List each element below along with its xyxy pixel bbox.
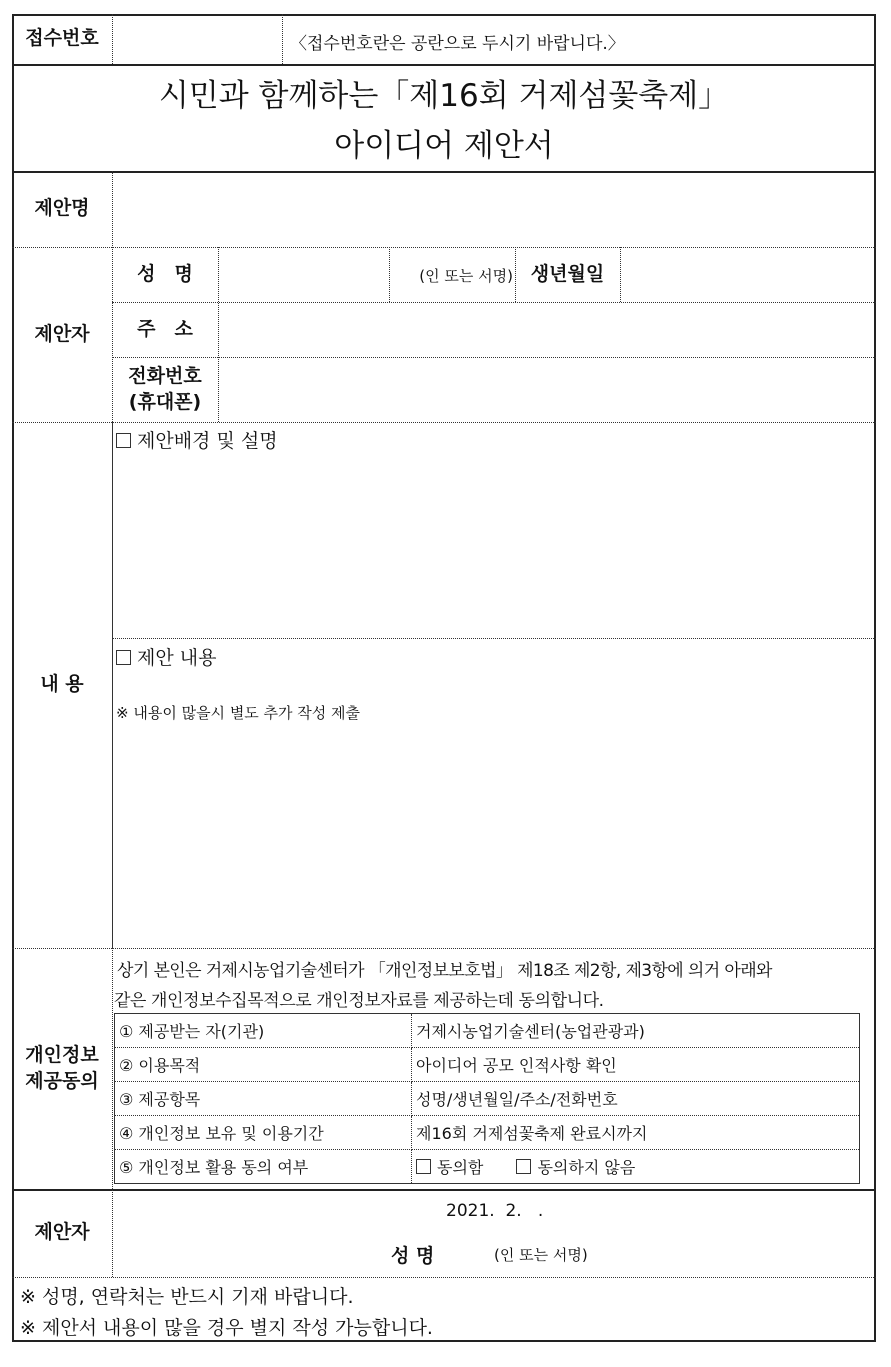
name-field[interactable] [220, 249, 388, 301]
agree-label: 동의함 [437, 1158, 484, 1177]
privacy-item: ④ 개인정보 보유 및 이용기간 [115, 1116, 412, 1150]
footer-note-2: ※ 제안서 내용이 많을 경우 별지 작성 가능합니다. [20, 1317, 433, 1339]
disagree-label: 동의하지 않음 [537, 1158, 636, 1177]
privacy-value: 성명/생년월일/주소/전화번호 [412, 1082, 860, 1116]
rule-content-split [112, 638, 876, 639]
rule-after-receipt [12, 64, 876, 66]
proposal-section-title [116, 643, 216, 670]
phone-label-line-1: 전화번호 [128, 364, 202, 387]
phone-label-line-2: (휴대폰) [128, 390, 202, 413]
table-row [115, 1048, 860, 1082]
background-section-title-text: 제안배경 및 설명 [137, 430, 278, 452]
divider-birth-value [620, 247, 621, 302]
receipt-number-field[interactable] [113, 15, 281, 63]
table-row [115, 1082, 860, 1116]
privacy-value: 제16회 거제섬꽃축제 완료시까지 [412, 1116, 860, 1150]
divider-proposer-sublabels [218, 247, 219, 422]
disagree-option[interactable] [516, 1158, 635, 1177]
proposal-section-title-text: 제안 내용 [137, 647, 217, 669]
agree-option[interactable] [416, 1158, 483, 1177]
table-row [115, 1116, 860, 1150]
rule-after-content [12, 948, 876, 949]
address-field[interactable] [220, 304, 874, 356]
rule-after-name-row [112, 302, 876, 303]
checkbox-icon [116, 433, 131, 448]
signature-name-label: 성 명 [391, 1245, 435, 1267]
consent-options [412, 1150, 860, 1184]
divider-receipt-blank [282, 14, 283, 64]
content-label: 내 용 [40, 673, 84, 696]
proposal-name-label: 제안명 [34, 197, 90, 220]
phone-label [112, 357, 218, 422]
checkbox-icon [116, 650, 131, 665]
privacy-item: ② 이용목적 [115, 1048, 412, 1082]
privacy-intro-line-1: 상기 본인은 거제시농업기술센터가 「개인정보보호법」 제18조 제2항, 제3항에 의거 아래와 [117, 961, 772, 981]
footer-note-1: ※ 성명, 연락처는 반드시 기재 바랍니다. [20, 1286, 354, 1308]
table-row [115, 1150, 860, 1184]
rule-after-address-row [112, 357, 876, 358]
privacy-item: ⑤ 개인정보 활용 동의 여부 [115, 1150, 412, 1184]
checkbox-icon[interactable] [416, 1159, 431, 1174]
address-label: 주 소 [137, 317, 193, 340]
birth-date-field[interactable] [622, 249, 874, 301]
privacy-value: 거제시농업기술센터(농업관광과) [412, 1014, 860, 1048]
title-line-1: 시민과 함께하는「제16회 거제섬꽃축제」 [158, 78, 730, 114]
receipt-label: 접수번호 [25, 27, 99, 50]
divider-label-column-content [112, 422, 113, 948]
divider-label-column-lower [112, 948, 113, 1277]
signature-sign-hint: (인 또는 서명) [494, 1246, 588, 1264]
title-line-2: 아이디어 제안서 [334, 128, 554, 164]
privacy-intro-line-2: 같은 개인정보수집목적으로 개인정보자료를 제공하는데 동의합니다. [114, 991, 604, 1011]
privacy-value: 아이디어 공모 인적사항 확인 [412, 1048, 860, 1082]
birth-date-label: 생년월일 [530, 262, 605, 285]
rule-after-proposer [12, 422, 876, 423]
signature-name-field[interactable] [440, 1238, 490, 1268]
proposal-content-area[interactable] [116, 730, 874, 945]
privacy-item: ③ 제공항목 [115, 1082, 412, 1116]
proposal-name-field[interactable] [114, 173, 874, 245]
table-row [115, 1014, 860, 1048]
background-description-area[interactable] [116, 456, 874, 636]
checkbox-icon[interactable] [516, 1159, 531, 1174]
receipt-note: 〈접수번호란은 공란으로 두시기 바랍니다.〉 [290, 34, 625, 54]
proposer-label: 제안자 [34, 322, 90, 345]
rule-after-signature [12, 1277, 876, 1278]
privacy-label [12, 948, 112, 1189]
signature-date: 2021. 2. . [446, 1201, 544, 1221]
name-label: 성 명 [137, 262, 193, 285]
content-note: ※ 내용이 많을시 별도 추가 작성 제출 [116, 704, 361, 722]
rule-after-privacy [12, 1189, 876, 1191]
privacy-table [114, 1013, 860, 1184]
background-section-title [116, 426, 278, 453]
signature-label: 제안자 [34, 1221, 90, 1244]
privacy-label-line-2: 제공동의 [25, 1069, 99, 1092]
privacy-item: ① 제공받는 자(기관) [115, 1014, 412, 1048]
name-sign-hint: (인 또는 서명) [419, 267, 513, 285]
phone-field[interactable] [220, 359, 874, 421]
privacy-label-line-1: 개인정보 [25, 1043, 99, 1066]
